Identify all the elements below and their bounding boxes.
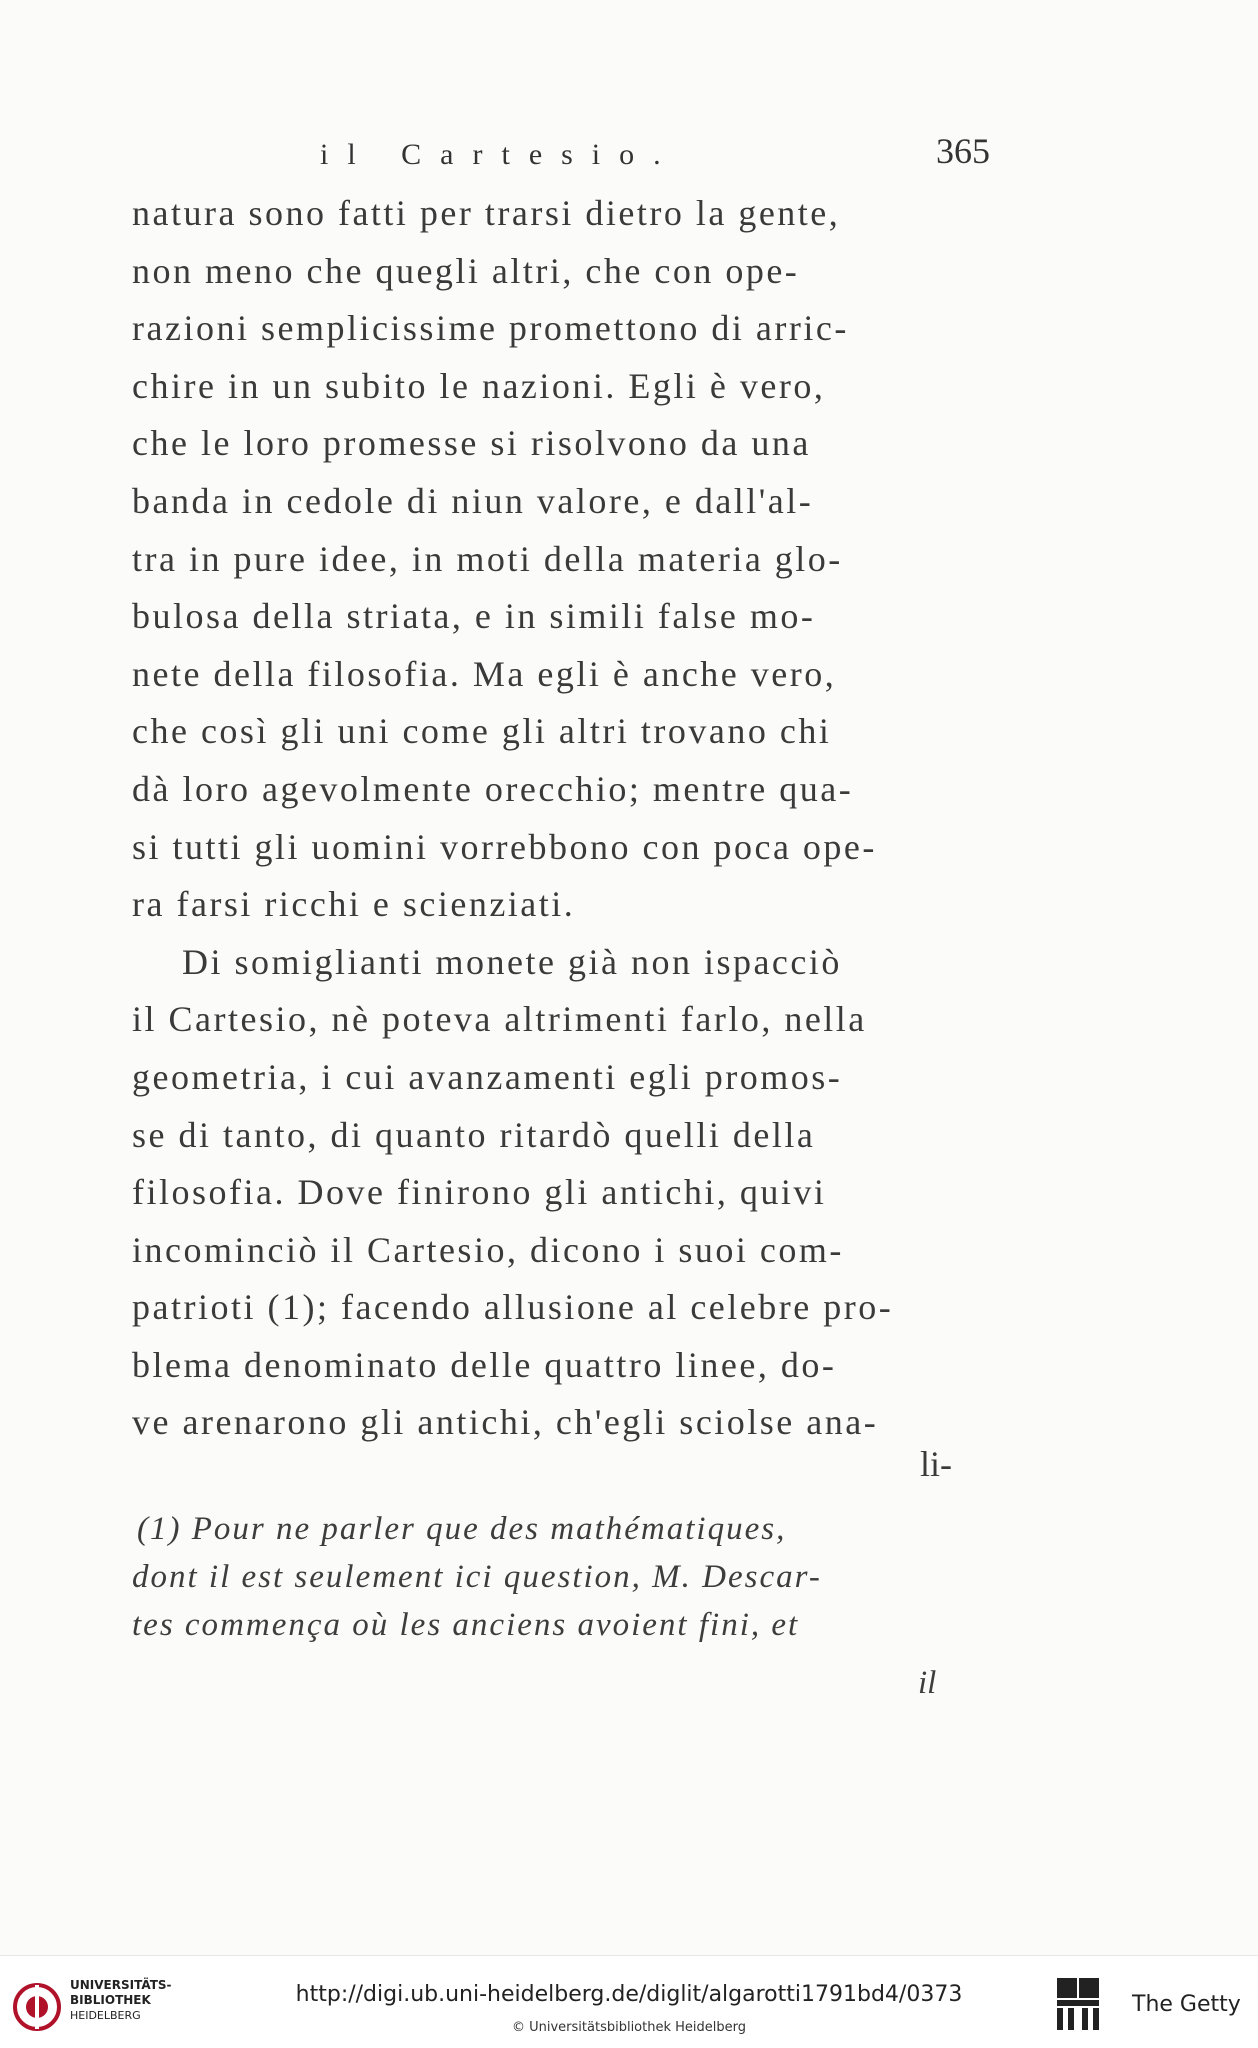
catchword: li- [920,1444,952,1484]
copyright-notice: © Universitätsbibliothek Heidelberg [511,2020,746,2035]
body-text [132,185,990,1452]
footnote [132,1505,990,1649]
text-line: ra farsi ricchi e scienziati. [132,884,576,925]
text-line: non meno che quegli altri, che con ope- [132,250,800,291]
library-name: UNIVERSITÄTS- BIBLIOTHEK HEIDELBERG [70,1978,172,2022]
footnote-line: tes commença où les anciens avoient fini, et [132,1607,800,1643]
text-line: si tutti gli uomini vorrebbono con poca ope- [132,826,877,867]
text-line: chire in un subito le nazioni. Egli è vero, [132,365,826,406]
page-number: 365 [936,131,990,171]
text-line: che le loro promesse si risolvono da una [132,423,811,464]
text-line: se di tanto, di quanto ritardò quelli della [132,1114,816,1155]
text-line: tra in pure idee, in moti della materia glo- [132,538,843,579]
text-line: filosofia. Dove finirono gli antichi, quivi [132,1172,827,1213]
viewer-footer [0,1955,1258,2048]
footnote-catchword: il [918,1665,937,1701]
text-line: dà loro agevolmente orecchio; mentre qua- [132,768,854,809]
text-line: patrioti (1); facendo allusione al celebre pro- [132,1287,894,1328]
text-line: Di somiglianti monete già non ispacciò [182,941,842,982]
text-line: banda in cedole di niun valore, e dall'al- [132,480,814,521]
text-line: ve arenarono gli antichi, ch'egli sciolse ana- [132,1402,879,1443]
text-line: bulosa della striata, e in simili false mo- [132,596,816,637]
page-header [320,130,990,190]
text-line: nete della filosofia. Ma egli è anche vero, [132,653,837,694]
text-line: blema denominato delle quattro linee, do- [132,1344,837,1385]
sponsor-name: The Getty [1132,1992,1241,2017]
footnote-line: (1) Pour ne parler que des mathématiques, [137,1511,787,1547]
running-title: il Cartesio. [320,138,680,171]
text-line: razioni semplicissime promettono di arric- [132,308,849,349]
text-line: incominciò il Cartesio, dicono i suoi com- [132,1229,844,1270]
text-line: che così gli uni come gli altri trovano chi [132,711,832,752]
text-line: geometria, i cui avanzamenti egli promos- [132,1056,843,1097]
permalink-url[interactable]: http://digi.ub.uni-heidelberg.de/diglit/algarotti1791bd4/0373 [295,1982,963,2007]
getty-logo-icon [1055,1976,1101,2034]
text-line: natura sono fatti per trarsi dietro la gente, [132,193,841,233]
footnote-line: dont il est seulement ici question, M. Descar- [132,1559,822,1595]
text-line: il Cartesio, nè poteva altrimenti farlo, nella [132,999,867,1040]
